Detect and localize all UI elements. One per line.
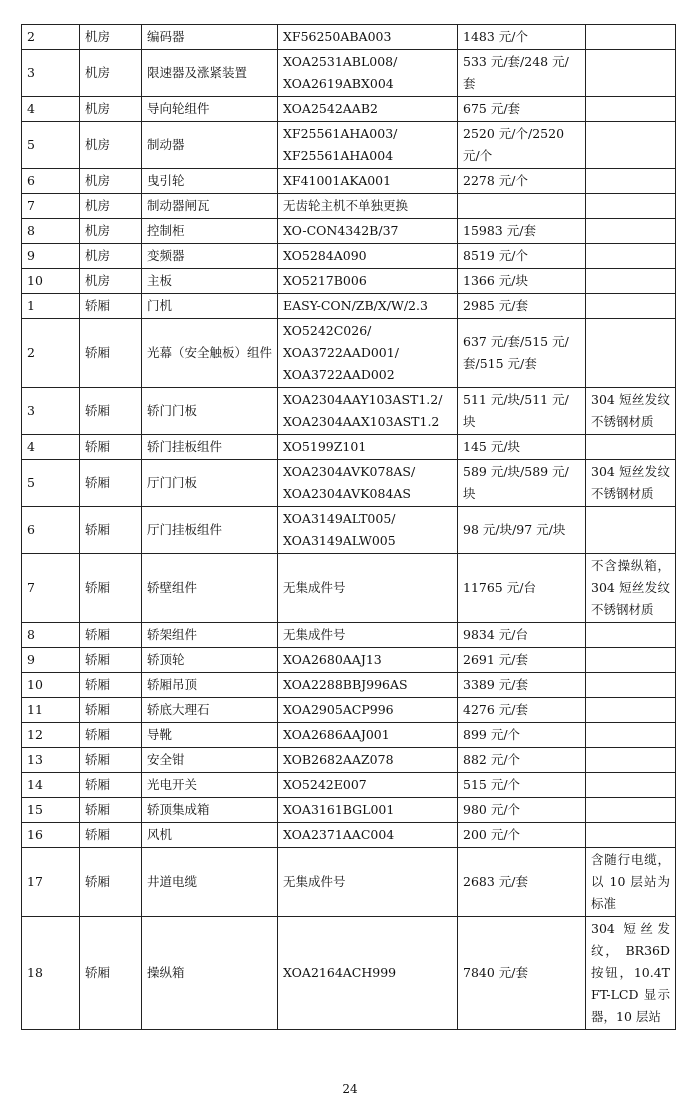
cell-part-name: 制动器闸瓦 (142, 194, 278, 219)
table-row (22, 97, 676, 122)
cell-no: 11 (22, 698, 80, 723)
cell-location: 轿厢 (80, 648, 142, 673)
cell-part-number: XOA3149ALT005/ XOA3149ALW005 (278, 507, 458, 554)
cell-part-name: 厅门挂板组件 (142, 507, 278, 554)
table-row (22, 50, 676, 97)
cell-location: 轿厢 (80, 773, 142, 798)
cell-no: 2 (22, 25, 80, 50)
cell-no: 7 (22, 194, 80, 219)
cell-remark: 304 短丝发纹不锈钢材质 (586, 460, 676, 507)
cell-no: 1 (22, 294, 80, 319)
cell-part-number: 无齿轮主机不单独更换 (278, 194, 458, 219)
cell-remark (586, 122, 676, 169)
cell-location: 轿厢 (80, 507, 142, 554)
cell-no: 2 (22, 319, 80, 388)
cell-part-number: XOA2531ABL008/ XOA2619ABX004 (278, 50, 458, 97)
cell-remark (586, 319, 676, 388)
cell-no: 3 (22, 388, 80, 435)
table-row (22, 269, 676, 294)
cell-remark (586, 507, 676, 554)
cell-price: 200 元/个 (458, 823, 586, 848)
cell-no: 6 (22, 169, 80, 194)
cell-part-name: 轿架组件 (142, 623, 278, 648)
cell-no: 10 (22, 269, 80, 294)
cell-remark (586, 294, 676, 319)
cell-remark (586, 97, 676, 122)
cell-location: 轿厢 (80, 917, 142, 1030)
cell-no: 10 (22, 673, 80, 698)
cell-no: 12 (22, 723, 80, 748)
cell-part-number: XOA2371AAC004 (278, 823, 458, 848)
table-row (22, 507, 676, 554)
table-row (22, 748, 676, 773)
cell-remark (586, 823, 676, 848)
cell-part-name: 轿底大理石 (142, 698, 278, 723)
cell-remark (586, 25, 676, 50)
table-row (22, 25, 676, 50)
cell-price: 98 元/块/97 元/块 (458, 507, 586, 554)
cell-price: 8519 元/个 (458, 244, 586, 269)
cell-remark (586, 435, 676, 460)
cell-location: 机房 (80, 219, 142, 244)
table-row (22, 723, 676, 748)
cell-no: 6 (22, 507, 80, 554)
cell-remark (586, 798, 676, 823)
cell-part-name: 轿顶集成箱 (142, 798, 278, 823)
cell-part-number: XF41001AKA001 (278, 169, 458, 194)
cell-part-name: 导靴 (142, 723, 278, 748)
cell-price: 882 元/个 (458, 748, 586, 773)
table-row (22, 673, 676, 698)
cell-remark (586, 748, 676, 773)
cell-part-name: 操纵箱 (142, 917, 278, 1030)
table-row (22, 554, 676, 623)
cell-part-name: 制动器 (142, 122, 278, 169)
cell-remark (586, 773, 676, 798)
cell-no: 14 (22, 773, 80, 798)
cell-remark (586, 648, 676, 673)
cell-part-name: 光幕（安全触板）组件 (142, 319, 278, 388)
cell-part-number: XO5199Z101 (278, 435, 458, 460)
cell-location: 机房 (80, 169, 142, 194)
table-row (22, 219, 676, 244)
cell-remark: 不含操纵箱，304 短丝发纹不锈钢材质 (586, 554, 676, 623)
cell-no: 5 (22, 122, 80, 169)
cell-part-number: XF25561AHA003/ XF25561AHA004 (278, 122, 458, 169)
cell-part-name: 控制柜 (142, 219, 278, 244)
cell-remark (586, 194, 676, 219)
cell-remark: 304 短丝发纹， BR36D 按钮，10.4TFT-LCD 显示器，10 层站 (586, 917, 676, 1030)
cell-no: 9 (22, 244, 80, 269)
cell-part-name: 安全钳 (142, 748, 278, 773)
cell-part-number: XO5242E007 (278, 773, 458, 798)
cell-price: 675 元/套 (458, 97, 586, 122)
cell-location: 轿厢 (80, 698, 142, 723)
cell-part-number: XOA3161BGL001 (278, 798, 458, 823)
cell-remark: 304 短丝发纹不锈钢材质 (586, 388, 676, 435)
cell-remark (586, 269, 676, 294)
cell-location: 机房 (80, 25, 142, 50)
cell-location: 机房 (80, 50, 142, 97)
cell-part-number: XOA2164ACH999 (278, 917, 458, 1030)
cell-part-name: 风机 (142, 823, 278, 848)
cell-price: 11765 元/台 (458, 554, 586, 623)
cell-location: 机房 (80, 122, 142, 169)
cell-no: 5 (22, 460, 80, 507)
cell-price: 145 元/块 (458, 435, 586, 460)
cell-part-number: XOA2542AAB2 (278, 97, 458, 122)
cell-part-name: 导向轮组件 (142, 97, 278, 122)
cell-location: 轿厢 (80, 388, 142, 435)
cell-part-number: XOA2680AAJ13 (278, 648, 458, 673)
cell-no: 8 (22, 623, 80, 648)
cell-location: 轿厢 (80, 294, 142, 319)
cell-remark (586, 169, 676, 194)
cell-remark (586, 219, 676, 244)
cell-location: 机房 (80, 194, 142, 219)
cell-price: 2683 元/套 (458, 848, 586, 917)
cell-price: 980 元/个 (458, 798, 586, 823)
cell-no: 3 (22, 50, 80, 97)
table-row (22, 773, 676, 798)
cell-part-name: 轿壁组件 (142, 554, 278, 623)
cell-location: 轿厢 (80, 748, 142, 773)
cell-part-number: 无集成件号 (278, 554, 458, 623)
cell-no: 8 (22, 219, 80, 244)
cell-part-number: 无集成件号 (278, 848, 458, 917)
cell-remark (586, 50, 676, 97)
cell-price (458, 194, 586, 219)
table-row (22, 848, 676, 917)
cell-price: 2691 元/套 (458, 648, 586, 673)
cell-part-name: 井道电缆 (142, 848, 278, 917)
cell-price: 589 元/块/589 元/块 (458, 460, 586, 507)
cell-remark (586, 723, 676, 748)
cell-price: 515 元/个 (458, 773, 586, 798)
table-row (22, 244, 676, 269)
cell-price: 4276 元/套 (458, 698, 586, 723)
table-row (22, 698, 676, 723)
cell-part-name: 曳引轮 (142, 169, 278, 194)
cell-location: 轿厢 (80, 319, 142, 388)
cell-part-number: 无集成件号 (278, 623, 458, 648)
cell-part-name: 厅门门板 (142, 460, 278, 507)
cell-location: 轿厢 (80, 723, 142, 748)
table-row (22, 623, 676, 648)
cell-price: 15983 元/套 (458, 219, 586, 244)
cell-part-number: XO-CON4342B/37 (278, 219, 458, 244)
page-number: 24 (342, 1082, 358, 1096)
cell-no: 15 (22, 798, 80, 823)
cell-part-name: 主板 (142, 269, 278, 294)
cell-part-number: XO5284A090 (278, 244, 458, 269)
cell-location: 轿厢 (80, 798, 142, 823)
cell-location: 轿厢 (80, 460, 142, 507)
cell-no: 16 (22, 823, 80, 848)
cell-part-number: XOB2682AAZ078 (278, 748, 458, 773)
cell-part-name: 轿门挂板组件 (142, 435, 278, 460)
cell-location: 轿厢 (80, 435, 142, 460)
table-row (22, 460, 676, 507)
cell-price: 9834 元/台 (458, 623, 586, 648)
cell-part-name: 限速器及涨紧装置 (142, 50, 278, 97)
cell-location: 机房 (80, 97, 142, 122)
cell-part-number: EASY-CON/ZB/X/W/2.3 (278, 294, 458, 319)
table-row (22, 319, 676, 388)
table-row (22, 435, 676, 460)
cell-no: 17 (22, 848, 80, 917)
cell-part-name: 编码器 (142, 25, 278, 50)
cell-part-name: 光电开关 (142, 773, 278, 798)
cell-price: 637 元/套/515 元/套/515 元/套 (458, 319, 586, 388)
cell-part-number: XO5217B006 (278, 269, 458, 294)
cell-price: 511 元/块/511 元/块 (458, 388, 586, 435)
cell-remark: 含随行电缆，以 10 层站为标准 (586, 848, 676, 917)
cell-remark (586, 698, 676, 723)
parts-price-table (21, 24, 676, 1030)
cell-price: 1483 元/个 (458, 25, 586, 50)
cell-no: 18 (22, 917, 80, 1030)
cell-remark (586, 673, 676, 698)
cell-part-name: 门机 (142, 294, 278, 319)
cell-price: 533 元/套/248 元/套 (458, 50, 586, 97)
cell-location: 轿厢 (80, 673, 142, 698)
cell-price: 2985 元/套 (458, 294, 586, 319)
cell-part-name: 变频器 (142, 244, 278, 269)
cell-location: 轿厢 (80, 623, 142, 648)
cell-location: 机房 (80, 269, 142, 294)
cell-part-number: XOA2686AAJ001 (278, 723, 458, 748)
table-row (22, 648, 676, 673)
cell-location: 轿厢 (80, 823, 142, 848)
table-row (22, 917, 676, 1030)
cell-remark (586, 244, 676, 269)
cell-price: 1366 元/块 (458, 269, 586, 294)
cell-price: 3389 元/套 (458, 673, 586, 698)
table-row (22, 122, 676, 169)
cell-part-number: XO5242C026/ XOA3722AAD001/ XOA3722AAD002 (278, 319, 458, 388)
cell-part-name: 轿顶轮 (142, 648, 278, 673)
cell-part-number: XOA2304AVK078AS/ XOA2304AVK084AS (278, 460, 458, 507)
cell-location: 轿厢 (80, 554, 142, 623)
table-row (22, 798, 676, 823)
cell-location: 机房 (80, 244, 142, 269)
cell-remark (586, 623, 676, 648)
cell-no: 4 (22, 97, 80, 122)
cell-price: 7840 元/套 (458, 917, 586, 1030)
cell-price: 2520 元/个/2520 元/个 (458, 122, 586, 169)
cell-location: 轿厢 (80, 848, 142, 917)
cell-price: 2278 元/个 (458, 169, 586, 194)
table-row (22, 388, 676, 435)
cell-no: 13 (22, 748, 80, 773)
cell-part-name: 轿门门板 (142, 388, 278, 435)
cell-part-number: XF56250ABA003 (278, 25, 458, 50)
cell-part-number: XOA2288BBJ996AS (278, 673, 458, 698)
cell-no: 9 (22, 648, 80, 673)
table-row (22, 823, 676, 848)
cell-part-number: XOA2304AAY103AST1.2/ XOA2304AAX103AST1.2 (278, 388, 458, 435)
table-row (22, 169, 676, 194)
cell-no: 4 (22, 435, 80, 460)
cell-part-name: 轿厢吊顶 (142, 673, 278, 698)
table-row (22, 194, 676, 219)
table-row (22, 294, 676, 319)
cell-part-number: XOA2905ACP996 (278, 698, 458, 723)
cell-no: 7 (22, 554, 80, 623)
cell-price: 899 元/个 (458, 723, 586, 748)
